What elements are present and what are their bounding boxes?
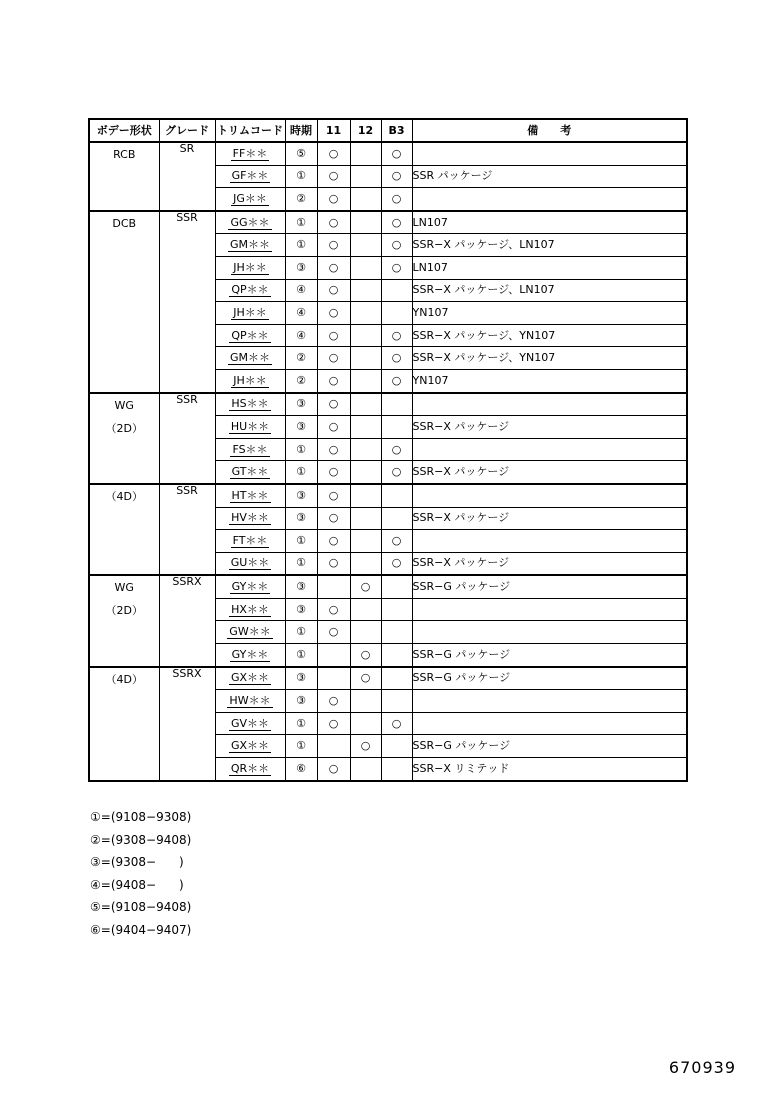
col-b3-mark: ○ [381, 552, 412, 575]
trim-code: HT＊＊ [231, 488, 269, 502]
trim-code: HX＊＊ [231, 602, 269, 616]
period-cell: ③ [285, 690, 317, 713]
legend-item: ②=(9308−9408) [90, 832, 192, 847]
trim-code: GY＊＊ [231, 647, 269, 661]
header-grade: グレード [159, 119, 215, 142]
header-body-type: ボデー形状 [89, 119, 159, 142]
period-cell: ③ [285, 256, 317, 279]
col-11-mark: ○ [317, 552, 350, 575]
col-b3-mark: ○ [381, 188, 412, 211]
grade-cell: SSR [159, 393, 215, 484]
body-type-label: WG [114, 398, 134, 412]
body-type-cell [89, 393, 159, 484]
trim-code: FS＊＊ [232, 442, 268, 456]
col-b3-mark: ○ [381, 461, 412, 484]
table-row [89, 211, 687, 234]
remarks-cell [412, 438, 687, 461]
col-11-mark: ○ [317, 690, 350, 713]
col-12-mark [350, 621, 381, 644]
col-12-mark: ○ [350, 575, 381, 598]
table-row [89, 484, 687, 507]
col-b3-mark [381, 416, 412, 439]
trim-code: GW＊＊ [229, 625, 271, 639]
body-type-label: （2D） [105, 421, 143, 435]
body-type-label: DCB [112, 216, 137, 230]
remarks-cell: SSR−X パッケージ [412, 552, 687, 575]
trim-code-cell [215, 438, 285, 461]
legend-item: ⑤=(9108−9408) [90, 900, 192, 915]
col-12-mark [350, 552, 381, 575]
remarks-cell [412, 393, 687, 416]
remarks-cell: LN107 [412, 211, 687, 234]
period-cell: ⑤ [285, 142, 317, 165]
remarks-cell [412, 188, 687, 211]
trim-code-cell [215, 530, 285, 553]
header-remarks: 備 考 [412, 119, 687, 142]
col-11-mark [317, 667, 350, 690]
body-type-cell [89, 142, 159, 211]
trim-code: FF＊＊ [232, 146, 268, 160]
period-cell: ① [285, 712, 317, 735]
remarks-cell: SSR−G パッケージ [412, 575, 687, 598]
col-12-mark [350, 416, 381, 439]
trim-code-table [88, 118, 688, 782]
trim-code: GU＊＊ [230, 556, 270, 570]
grade-cell: SR [159, 142, 215, 211]
trim-code-cell [215, 621, 285, 644]
header-col-11: 11 [317, 119, 350, 142]
col-b3-mark: ○ [381, 142, 412, 165]
remarks-cell: SSR−X パッケージ [412, 416, 687, 439]
col-12-mark [350, 461, 381, 484]
col-b3-mark: ○ [381, 369, 412, 392]
body-type-cell [89, 575, 159, 666]
col-12-mark [350, 530, 381, 553]
col-12-mark [350, 758, 381, 781]
header-trim-code: トリムコード [215, 119, 285, 142]
remarks-cell: SSR−G パッケージ [412, 644, 687, 667]
trim-code: QP＊＊ [231, 328, 269, 342]
trim-code: HS＊＊ [231, 397, 269, 411]
col-b3-mark [381, 393, 412, 416]
trim-code-cell [215, 302, 285, 325]
col-b3-mark [381, 690, 412, 713]
trim-code-cell [215, 416, 285, 439]
trim-code-cell [215, 758, 285, 781]
period-cell: ③ [285, 507, 317, 530]
trim-code: JH＊＊ [233, 305, 267, 319]
period-cell: ② [285, 347, 317, 370]
col-11-mark: ○ [317, 302, 350, 325]
col-11-mark: ○ [317, 712, 350, 735]
body-type-label: WG [114, 581, 134, 595]
col-11-mark [317, 575, 350, 598]
col-11-mark: ○ [317, 188, 350, 211]
trim-code: GX＊＊ [230, 671, 270, 685]
body-type-cell [89, 667, 159, 781]
grade-cell: SSRX [159, 575, 215, 666]
remarks-cell: SSR−G パッケージ [412, 735, 687, 758]
col-b3-mark [381, 484, 412, 507]
trim-code-cell [215, 461, 285, 484]
remarks-cell [412, 484, 687, 507]
trim-code-cell [215, 667, 285, 690]
table-row [89, 667, 687, 690]
col-b3-mark [381, 735, 412, 758]
col-b3-mark: ○ [381, 712, 412, 735]
period-cell: ① [285, 461, 317, 484]
trim-code: FT＊＊ [232, 533, 268, 547]
col-12-mark [350, 598, 381, 621]
table-row [89, 393, 687, 416]
trim-code: GY＊＊ [231, 580, 269, 594]
trim-code: HW＊＊ [229, 694, 271, 708]
col-12-mark [350, 211, 381, 234]
col-11-mark: ○ [317, 598, 350, 621]
body-type-label: （4D） [105, 672, 143, 686]
col-11-mark [317, 735, 350, 758]
col-b3-mark: ○ [381, 438, 412, 461]
period-cell: ① [285, 552, 317, 575]
col-b3-mark [381, 667, 412, 690]
period-cell: ① [285, 735, 317, 758]
table-row [89, 142, 687, 165]
trim-code-cell [215, 234, 285, 257]
period-cell: ① [285, 211, 317, 234]
remarks-cell: SSR−X パッケージ [412, 507, 687, 530]
trim-code: GM＊＊ [229, 238, 270, 252]
col-12-mark [350, 347, 381, 370]
col-11-mark: ○ [317, 347, 350, 370]
col-b3-mark [381, 621, 412, 644]
col-11-mark: ○ [317, 530, 350, 553]
col-12-mark [350, 234, 381, 257]
trim-code-cell [215, 735, 285, 758]
col-12-mark [350, 188, 381, 211]
col-12-mark [350, 279, 381, 302]
col-b3-mark: ○ [381, 165, 412, 188]
period-cell: ① [285, 438, 317, 461]
body-type-label: RCB [113, 148, 136, 161]
col-11-mark: ○ [317, 324, 350, 347]
trim-code: HU＊＊ [230, 419, 270, 433]
col-11-mark: ○ [317, 369, 350, 392]
col-12-mark [350, 165, 381, 188]
body-type-label: （4D） [105, 489, 143, 503]
period-cell: ④ [285, 324, 317, 347]
col-12-mark [350, 393, 381, 416]
trim-code: GF＊＊ [231, 169, 269, 183]
trim-code-cell [215, 575, 285, 598]
col-12-mark: ○ [350, 667, 381, 690]
col-11-mark: ○ [317, 279, 350, 302]
period-cell: ④ [285, 302, 317, 325]
period-cell: ③ [285, 598, 317, 621]
trim-code-cell [215, 324, 285, 347]
trim-code: JH＊＊ [233, 373, 267, 387]
remarks-cell [412, 530, 687, 553]
trim-code-cell [215, 347, 285, 370]
col-b3-mark: ○ [381, 234, 412, 257]
trim-code-cell [215, 211, 285, 234]
remarks-cell [412, 598, 687, 621]
col-11-mark: ○ [317, 256, 350, 279]
remarks-cell: SSR パッケージ [412, 165, 687, 188]
remarks-cell: SSR−X パッケージ、YN107 [412, 347, 687, 370]
col-11-mark: ○ [317, 142, 350, 165]
legend-item: ③=(9308− ) [90, 855, 184, 870]
period-cell: ① [285, 621, 317, 644]
remarks-cell: SSR−X パッケージ、LN107 [412, 279, 687, 302]
period-legend [90, 806, 191, 942]
col-11-mark: ○ [317, 461, 350, 484]
col-12-mark [350, 142, 381, 165]
body-type-cell [89, 211, 159, 393]
col-11-mark: ○ [317, 165, 350, 188]
period-cell: ⑥ [285, 758, 317, 781]
period-cell: ① [285, 530, 317, 553]
grade-cell: SSR [159, 484, 215, 575]
col-b3-mark [381, 598, 412, 621]
col-b3-mark [381, 507, 412, 530]
col-b3-mark [381, 575, 412, 598]
trim-code-cell [215, 644, 285, 667]
trim-code-cell [215, 712, 285, 735]
trim-code-cell [215, 690, 285, 713]
period-cell: ② [285, 369, 317, 392]
grade-cell: SSR [159, 211, 215, 393]
trim-code: GM＊＊ [229, 351, 270, 365]
col-b3-mark: ○ [381, 530, 412, 553]
grade-cell: SSRX [159, 667, 215, 781]
col-12-mark [350, 324, 381, 347]
trim-code-cell [215, 507, 285, 530]
col-11-mark: ○ [317, 758, 350, 781]
trim-code-cell [215, 484, 285, 507]
legend-item: ④=(9408− ) [90, 877, 184, 892]
col-12-mark: ○ [350, 735, 381, 758]
trim-code-cell [215, 256, 285, 279]
period-cell: ③ [285, 416, 317, 439]
col-b3-mark [381, 302, 412, 325]
col-11-mark: ○ [317, 621, 350, 644]
trim-code-cell [215, 598, 285, 621]
table-row [89, 575, 687, 598]
col-b3-mark [381, 279, 412, 302]
remarks-cell [412, 690, 687, 713]
trim-code-cell [215, 165, 285, 188]
header-col-12: 12 [350, 119, 381, 142]
remarks-cell: SSR−X パッケージ、LN107 [412, 234, 687, 257]
trim-code: GG＊＊ [230, 215, 270, 229]
legend-item: ⑥=(9404−9407) [90, 922, 192, 937]
trim-code: QP＊＊ [231, 283, 269, 297]
trim-code-cell [215, 393, 285, 416]
col-b3-mark: ○ [381, 211, 412, 234]
header-col-b3: B3 [381, 119, 412, 142]
header-period: 時期 [285, 119, 317, 142]
trim-code: JG＊＊ [233, 191, 267, 205]
period-cell: ③ [285, 393, 317, 416]
col-11-mark: ○ [317, 393, 350, 416]
remarks-cell: YN107 [412, 369, 687, 392]
trim-code: JH＊＊ [233, 260, 267, 274]
remarks-cell [412, 142, 687, 165]
col-b3-mark [381, 644, 412, 667]
remarks-cell [412, 712, 687, 735]
col-b3-mark [381, 758, 412, 781]
col-11-mark: ○ [317, 484, 350, 507]
trim-code: QR＊＊ [230, 761, 270, 775]
legend-item: ①=(9108−9308) [90, 810, 192, 824]
col-11-mark: ○ [317, 416, 350, 439]
col-11-mark [317, 644, 350, 667]
body-type-label: （2D） [105, 604, 143, 618]
remarks-cell: LN107 [412, 256, 687, 279]
col-b3-mark: ○ [381, 324, 412, 347]
period-cell: ③ [285, 484, 317, 507]
trim-code-cell [215, 142, 285, 165]
remarks-cell: SSR−X パッケージ、YN107 [412, 324, 687, 347]
col-b3-mark: ○ [381, 347, 412, 370]
col-11-mark: ○ [317, 211, 350, 234]
col-11-mark: ○ [317, 507, 350, 530]
trim-code: GV＊＊ [230, 716, 270, 730]
col-12-mark [350, 484, 381, 507]
period-cell: ① [285, 234, 317, 257]
col-12-mark [350, 256, 381, 279]
trim-code-cell [215, 279, 285, 302]
header-row [89, 119, 687, 142]
period-cell: ③ [285, 575, 317, 598]
period-cell: ① [285, 165, 317, 188]
remarks-cell [412, 621, 687, 644]
col-12-mark [350, 507, 381, 530]
trim-code: HV＊＊ [231, 511, 269, 525]
remarks-cell: SSR−X パッケージ [412, 461, 687, 484]
col-12-mark [350, 438, 381, 461]
col-12-mark [350, 302, 381, 325]
trim-code-cell [215, 188, 285, 211]
period-cell: ④ [285, 279, 317, 302]
col-12-mark [350, 369, 381, 392]
trim-code-cell [215, 552, 285, 575]
page-number: 670939 [668, 1058, 736, 1077]
col-12-mark: ○ [350, 644, 381, 667]
col-12-mark [350, 690, 381, 713]
col-11-mark: ○ [317, 234, 350, 257]
remarks-cell: SSR−G パッケージ [412, 667, 687, 690]
body-type-cell [89, 484, 159, 575]
period-cell: ③ [285, 667, 317, 690]
trim-code: GT＊＊ [231, 465, 269, 479]
period-cell: ② [285, 188, 317, 211]
trim-code: GX＊＊ [230, 739, 270, 753]
col-b3-mark: ○ [381, 256, 412, 279]
col-12-mark [350, 712, 381, 735]
remarks-cell: YN107 [412, 302, 687, 325]
remarks-cell: SSR−X リミテッド [412, 758, 687, 781]
period-cell: ① [285, 644, 317, 667]
col-11-mark: ○ [317, 438, 350, 461]
trim-code-cell [215, 369, 285, 392]
